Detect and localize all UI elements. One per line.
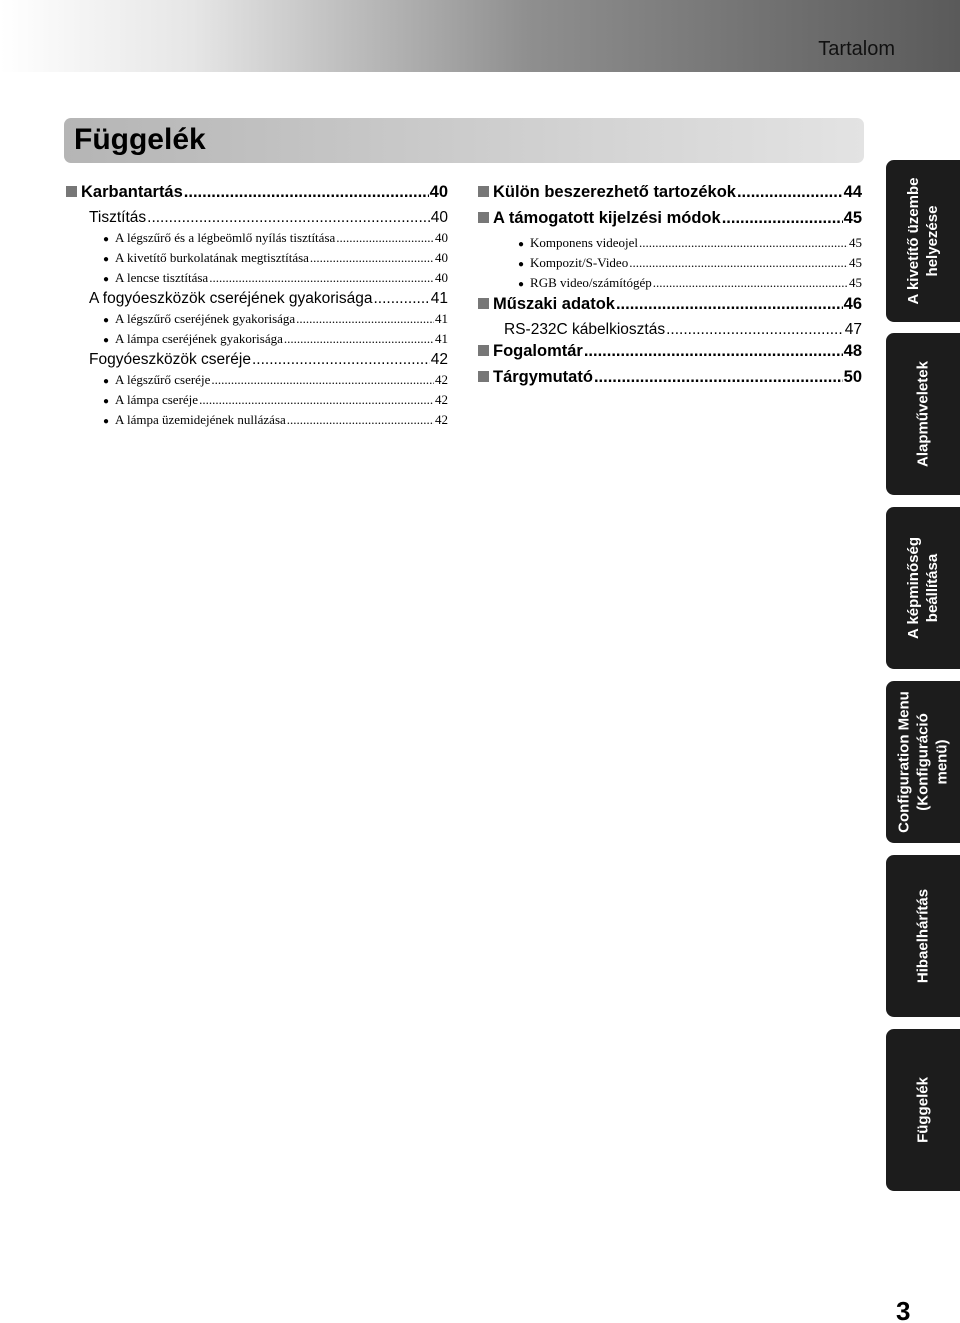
toc-entry[interactable]: ● A légszűrő cseréjének gyakorisága ..... 41 — [66, 311, 448, 331]
dot-bullet-icon: ● — [103, 274, 110, 285]
dot-bullet-icon: ● — [103, 335, 110, 346]
toc-entry[interactable]: ● Komponens videojel ..... 45 — [478, 235, 862, 255]
toc-entry[interactable]: ● Kompozit/S-Video ..... 45 — [478, 255, 862, 275]
dot-bullet-icon: ● — [103, 396, 110, 407]
dot-bullet-icon: ● — [518, 239, 525, 250]
toc-entry[interactable]: ● A légszűrő cseréje ..... 42 — [66, 372, 448, 392]
dot-bullet-icon: ● — [103, 376, 110, 387]
toc-entry[interactable]: Tisztítás ..... 40 — [66, 209, 448, 230]
section-title: Függelék — [74, 123, 206, 156]
toc-left-column — [66, 183, 448, 432]
toc-entry[interactable]: ● A lámpa cseréje ..... 42 — [66, 392, 448, 412]
page-number: 3 — [896, 1296, 911, 1323]
square-bullet-icon — [478, 371, 489, 382]
dot-bullet-icon: ● — [103, 234, 110, 245]
toc-entry[interactable]: Műszaki adatok ..... 46 — [478, 295, 862, 321]
toc-entry[interactable]: RS-232C kábelkiosztás ..... 47 — [478, 321, 862, 342]
toc-entry[interactable]: ● A lámpa üzemidejének nullázása ..... 42 — [66, 412, 448, 432]
dot-bullet-icon: ● — [518, 259, 525, 270]
side-tab-troubleshooting[interactable]: Hibaelhárítás — [886, 855, 960, 1017]
square-bullet-icon — [478, 345, 489, 356]
dot-bullet-icon: ● — [103, 315, 110, 326]
toc-entry[interactable]: Fogyóeszközök cseréje ..... 42 — [66, 351, 448, 372]
toc-entry[interactable]: Karbantartás ..... 40 — [66, 183, 448, 209]
side-tab-basic-operations[interactable]: Alapműveletek — [886, 333, 960, 495]
header-chapter-label: Tartalom — [818, 38, 895, 60]
toc-right-column — [478, 183, 862, 394]
toc-entry[interactable]: ● A kivetítő burkolatának megtisztítása ..... 40 — [66, 250, 448, 270]
square-bullet-icon — [478, 186, 489, 197]
side-tab-installation[interactable]: A kivetítő üzembe helyezése — [886, 160, 960, 322]
toc-entry[interactable]: ● A lencse tisztítása ..... 40 — [66, 270, 448, 290]
toc-entry[interactable]: ● A lámpa cseréjének gyakorisága ..... 41 — [66, 331, 448, 351]
toc-entry[interactable]: ● A légszűrő és a légbeömlő nyílás tisztítása ..... 40 — [66, 230, 448, 250]
toc-entry[interactable]: Külön beszerezhető tartozékok ..... 44 — [478, 183, 862, 209]
toc-entry[interactable]: A fogyóeszközök cseréjének gyakorisága ..... 41 — [66, 290, 448, 311]
toc-entry[interactable]: Fogalomtár ..... 48 — [478, 342, 862, 368]
side-tab-image-quality[interactable]: A képminőség beállítása — [886, 507, 960, 669]
toc-entry[interactable]: ● RGB video/számítógép ..... 45 — [478, 275, 862, 295]
dot-bullet-icon: ● — [103, 254, 110, 265]
square-bullet-icon — [478, 212, 489, 223]
dot-bullet-icon: ● — [518, 279, 525, 290]
side-tab-appendix[interactable]: Függelék — [886, 1029, 960, 1191]
header-band — [0, 0, 960, 72]
toc-entry[interactable]: A támogatott kijelzési módok ..... 45 — [478, 209, 862, 235]
square-bullet-icon — [478, 298, 489, 309]
dot-bullet-icon: ● — [103, 416, 110, 427]
section-banner — [64, 118, 864, 163]
side-tab-configuration-menu[interactable]: Configuration Menu (Konfiguráció menü) — [886, 681, 960, 843]
square-bullet-icon — [66, 186, 77, 197]
toc-entry[interactable]: Tárgymutató ..... 50 — [478, 368, 862, 394]
